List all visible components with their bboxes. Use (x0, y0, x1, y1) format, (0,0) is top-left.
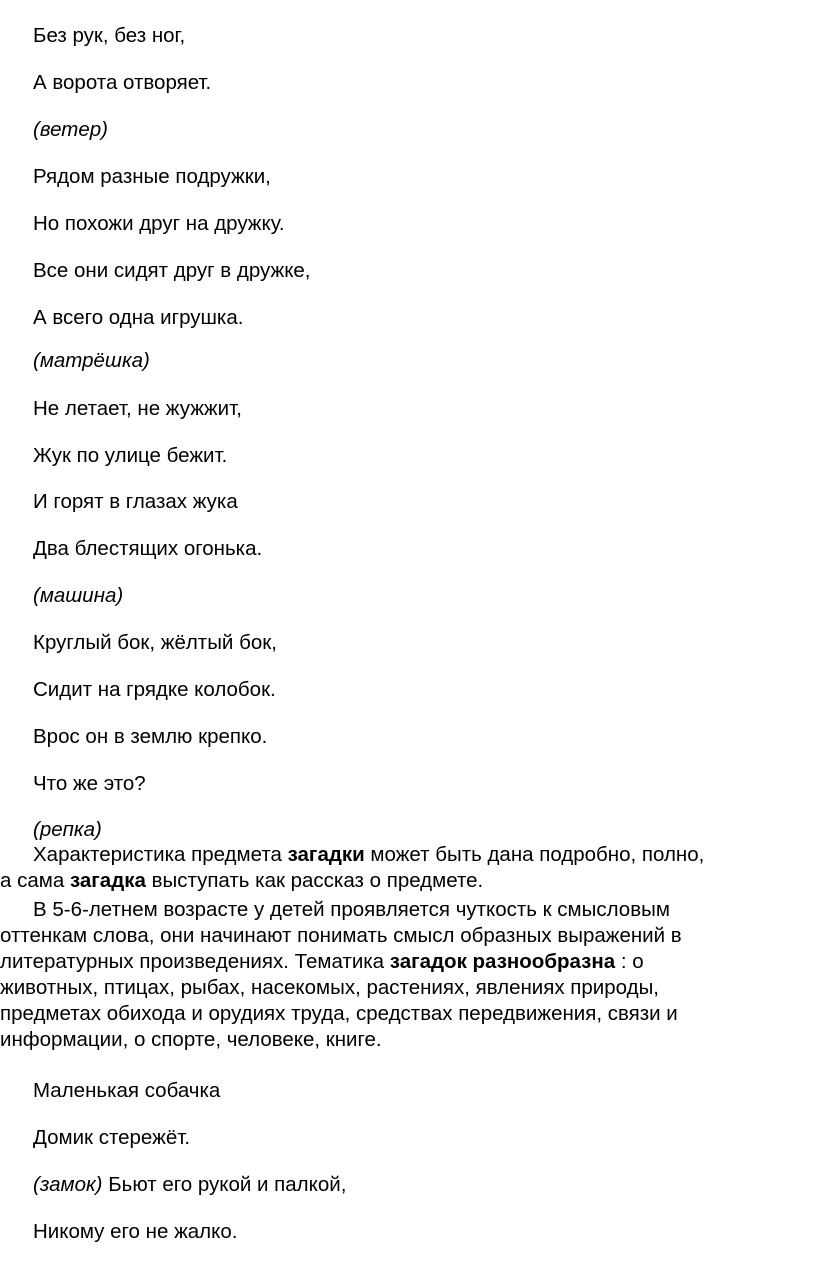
riddle-line: Рядом разные подружки, (33, 165, 271, 188)
riddle-line: Домик стережёт. (33, 1126, 191, 1149)
paragraph-line (0, 842, 816, 868)
riddle-line: Врос он в землю крепко. (33, 725, 268, 748)
text-run: выступать как рассказ о предмете. (145, 869, 484, 892)
riddle-line: Два блестящих огонька. (33, 537, 263, 560)
paragraph-line: оттенкам слова, они начинают понимать смысл образных выражений в (0, 924, 682, 947)
riddle-line: Но похожи друг на дружку. (33, 212, 285, 235)
text-run: Характеристика предмета (33, 843, 288, 866)
text-run: : о (615, 950, 644, 973)
riddle-answer: (матрёшка) (33, 349, 150, 372)
riddle-answer: (машина) (33, 584, 124, 607)
riddle-line: Жук по улице бежит. (33, 444, 228, 467)
paragraph-line: предметах обихода и орудиях труда, средствах передвижения, связи и (0, 1002, 678, 1025)
text-run: Бьют его рукой и палкой, (102, 1173, 347, 1196)
bold-term: загадок разнообразна (389, 950, 616, 973)
paragraph-line: животных, птицах, рыбах, насекомых, растениях, явлениях природы, (0, 976, 660, 999)
riddle-line: Без рук, без ног, (33, 24, 186, 47)
riddle-line: Круглый бок, жёлтый бок, (33, 631, 277, 654)
riddle-line: А ворота отворяет. (33, 71, 212, 94)
paragraph-line: В 5-6-летнем возрасте у детей проявляется чуткость к смысловым (33, 898, 670, 921)
body-paragraph (0, 842, 816, 894)
riddle-line: Не летает, не жужжит, (33, 397, 242, 420)
text-run: а сама (0, 869, 70, 892)
riddle-answer: (ветер) (33, 118, 108, 141)
text-run: может быть дана подробно, полно, (364, 843, 705, 866)
riddle-line (33, 1173, 346, 1197)
paragraph-line: информации, о спорте, человеке, книге. (0, 1028, 382, 1051)
paragraph-line (0, 949, 816, 975)
bold-term: загадки (287, 843, 365, 866)
riddle-answer: (замок) (33, 1173, 103, 1196)
riddle-line: Маленькая собачка (33, 1079, 221, 1102)
riddle-line: Сидит на грядке колобок. (33, 678, 276, 701)
body-paragraph (0, 897, 816, 1053)
riddle-line: Все они сидят друг в дружке, (33, 259, 311, 282)
bold-term: загадка (69, 869, 146, 892)
riddle-line: Что же это? (33, 772, 146, 795)
paragraph-line (0, 868, 816, 894)
riddle-line: Никому его не жалко. (33, 1220, 238, 1243)
riddle-line: А всего одна игрушка. (33, 306, 244, 329)
riddle-answer: (репка) (33, 818, 102, 841)
text-run: литературных произведениях. Тематика (0, 950, 390, 973)
riddle-line: И горят в глазах жука (33, 490, 238, 513)
